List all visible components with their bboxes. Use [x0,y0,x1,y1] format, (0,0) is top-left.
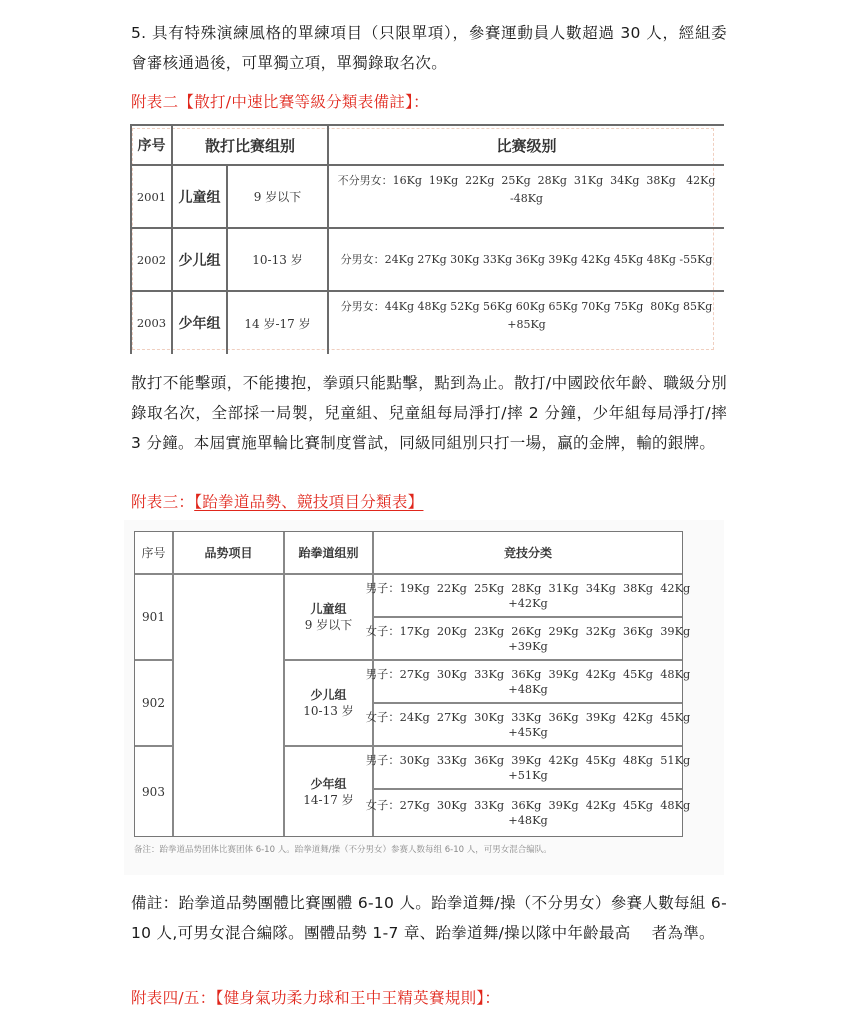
levels-line: -48Kg [510,192,543,205]
row-levels [329,229,724,290]
female-weights [365,704,691,745]
appendix-3-prefix: 附表三： [131,493,195,511]
header-no: 序号 [137,138,166,154]
levels-line: 分男女：24Kg 27Kg 30Kg 33Kg 36Kg 39Kg 42Kg 45Kg 48Kg -55Kg [340,252,713,266]
row-levels [329,298,724,348]
row-group: 少儿组 [178,252,221,269]
header-group: 散打比赛组别 [204,136,295,155]
weights-line: 女子：17Kg 20Kg 23Kg 26Kg 29Kg 32Kg 36Kg 39Kg [365,624,691,638]
group-name: 儿童组 [310,602,347,616]
rule-paragraph-5: 5. 具有特殊演練風格的單練項目（只限單項），參賽運動員人數超過 30 人，經組委會審核通過後，可單獨立項，單獨錄取名次。 [131,24,727,72]
header-no: 序号 [141,546,166,560]
row-no: 901 [142,610,165,624]
weights-line: 男子：30Kg 33Kg 36Kg 39Kg 42Kg 45Kg 48Kg 51Kg [365,753,691,767]
weights-line: 女子：24Kg 27Kg 30Kg 33Kg 36Kg 39Kg 42Kg 45Kg [365,710,691,724]
group-name: 少年组 [310,776,347,791]
weights-line: +48Kg [508,682,548,696]
weights-line: +48Kg [508,814,548,827]
row-no: 903 [142,784,165,799]
header-level: 比赛级别 [496,136,557,155]
appendix-3-heading [131,487,727,517]
appendix-3-title: 【跆拳道品勢、競技項目分類表】 [194,493,424,511]
weights-line: 女子：27Kg 30Kg 33Kg 36Kg 39Kg 42Kg 45Kg 48Kg [365,799,691,812]
header-category: 竞技分类 [503,546,552,560]
row-group: 儿童组 [178,189,221,206]
row-age: 10-13 岁 [252,253,303,267]
male-weights [365,661,691,702]
row-levels [329,172,724,220]
taekwondo-table-image [124,520,724,875]
appendix-4-5-heading: 附表四/五：【健身氣功柔力球和王中王精英賽規則】： [131,989,501,1007]
male-weights [365,575,691,616]
group-age: 10-13 岁 [303,704,354,718]
header-group: 跆拳道组别 [298,546,359,560]
weights-line: 男子：27Kg 30Kg 33Kg 36Kg 39Kg 42Kg 45Kg 48Kg [365,667,691,681]
weights-line: +42Kg [508,596,548,610]
table-footnote: 备注：跆拳道品势团体比赛团体 6-10 人。跆拳道舞/操（不分男女）参赛人数每组 6-10 人，可男女混合编队。 [134,845,552,855]
row-no: 2003 [136,316,167,330]
row-no: 2002 [136,252,167,267]
weights-line: +51Kg [508,768,548,782]
group-age: 14-17 岁 [303,792,354,807]
weights-line: +39Kg [508,639,548,653]
row-group [285,747,372,836]
male-weights [365,747,691,788]
row-age: 14 岁-17 岁 [244,316,311,331]
sanda-rules-paragraph: 散打不能擊頭，不能摟抱，拳頭只能點擊，點到為止。散打/中國跤依年齡、職級分別錄取名次，全部採一局製，兒童組、兒童組每局淨打/摔 2 分鐘，少年組每局淨打/摔 3 分鐘。本屆實施單輪比賽制度嘗試，同級同組別只打一場，贏的金牌，輸的銀牌。 [131,374,727,452]
row-no: 2001 [136,189,167,204]
weights-line: 男子：19Kg 22Kg 25Kg 28Kg 31Kg 34Kg 38Kg 42Kg [365,581,691,595]
sanda-weight-class-table [130,124,724,354]
header-poomsae: 品势项目 [204,546,253,560]
row-group: 少年组 [178,316,221,332]
row-group [285,575,372,659]
female-weights [365,790,691,836]
female-weights [365,618,691,659]
row-age: 9 岁以下 [253,190,302,204]
table-rule [172,532,174,836]
appendix-2-heading: 附表二【散打/中速比賽等級分類表備註】： [131,93,429,111]
row-no: 902 [142,696,165,710]
group-age: 9 岁以下 [304,618,353,632]
taekwondo-classification-table [134,531,691,837]
levels-line: 分男女：44Kg 48Kg 52Kg 56Kg 60Kg 65Kg 70Kg 75Kg 80Kg 85Kg [340,300,713,313]
taekwondo-remarks-paragraph: 備註：跆拳道品勢團體比賽團體 6-10 人。跆拳道舞/操（不分男女）參賽人數每組 6-10 人,可男女混合編隊。團體品勢 1-7 章、跆拳道舞/操以隊中年齡最高 者為準。 [131,894,727,942]
row-group [285,661,372,745]
levels-line: +85Kg [507,318,546,331]
levels-line: 不分男女：16Kg 19Kg 22Kg 25Kg 28Kg 31Kg 34Kg 38Kg 42Kg [337,174,716,187]
weights-line: +45Kg [508,725,548,739]
group-name: 少儿组 [310,688,347,702]
